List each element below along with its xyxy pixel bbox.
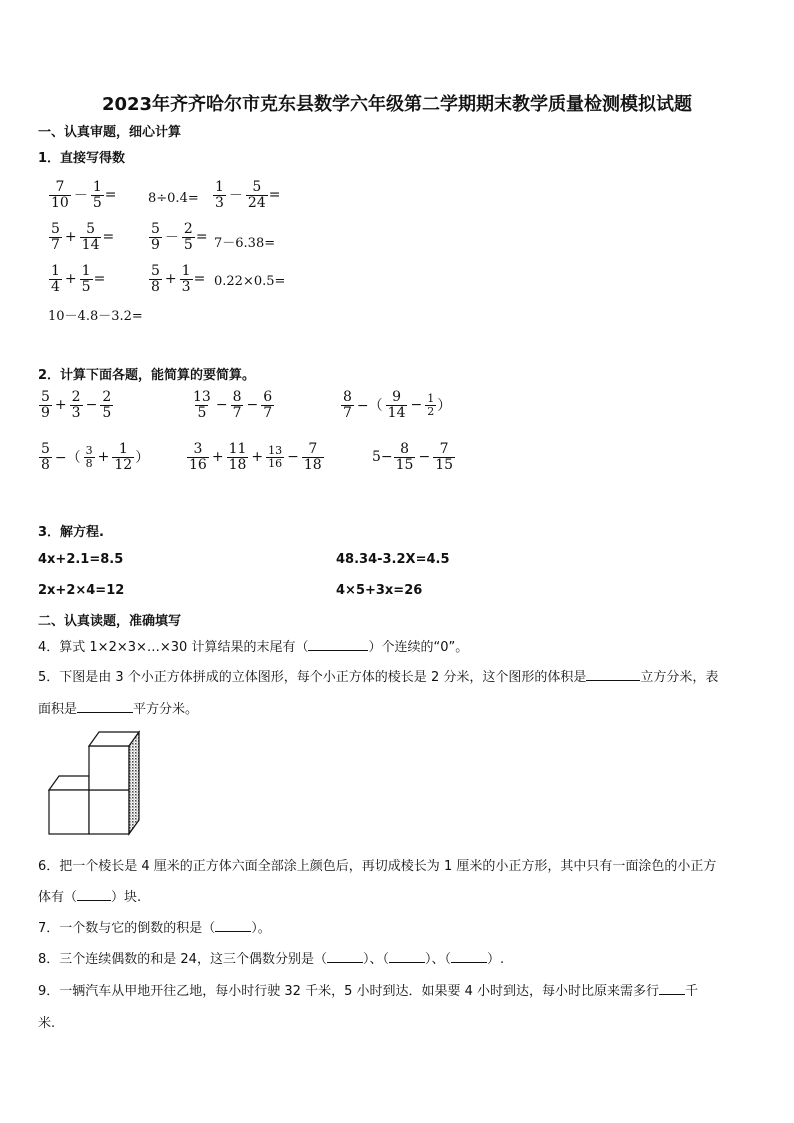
- q4-blank[interactable]: [308, 650, 368, 651]
- q1-item-e: $\frac{5}{9}$ － $\frac{2}{5}$ =: [151, 221, 208, 253]
- q8-blank-2[interactable]: [389, 962, 425, 963]
- q8-blank-3[interactable]: [451, 962, 487, 963]
- q6-line-2: 体有（ ）块.: [38, 890, 142, 905]
- q2-expr-6: 5− $\frac{8}{15}$ − $\frac{7}{15}$: [372, 441, 454, 473]
- cube-right-side: [129, 732, 139, 834]
- q5-blank-area[interactable]: [77, 712, 133, 713]
- q5-blank-volume[interactable]: [586, 680, 640, 681]
- q3-label: 3．解方程.: [38, 525, 104, 540]
- q9-line-1: 9．一辆汽车从甲地开往乙地，每小时行驶 32 千米，5 小时到达．如果要 4 小时到达，每小时比原来需多行 千: [38, 984, 699, 999]
- q6-line-1: 6．把一个棱长是 4 厘米的正方体六面全部涂上颜色后，再切成棱长为 1 厘米的小正方形，其中只有一面涂色的小正方: [38, 859, 717, 874]
- q5-line-1: 5．下图是由 3 个小正方体拼成的立体图形，每个小正方体的棱长是 2 分米，这个图形的体积是 立方分米，表: [38, 670, 719, 685]
- q1-item-g: $\frac{1}{4}$ + $\frac{1}{5}$ =: [51, 263, 106, 295]
- q8-blank-1[interactable]: [327, 962, 363, 963]
- q7: 7．一个数与它的倒数的积是（ ）。: [38, 921, 271, 936]
- q1-item-i: 0.22×0.5=: [214, 274, 286, 289]
- cube-figure: [45, 728, 145, 838]
- page-title: 2023年齐齐哈尔市克东县数学六年级第二学期期末教学质量检测模拟试题: [101, 94, 693, 115]
- q7-blank[interactable]: [215, 931, 251, 932]
- q1-item-h: $\frac{5}{8}$ + $\frac{1}{3}$ =: [151, 263, 206, 295]
- q1-item-j: 10－4.8－3.2=: [48, 309, 143, 324]
- q2-expr-1: $\frac{5}{9}$ + $\frac{2}{3}$ − $\frac{2}{5}$: [41, 389, 112, 421]
- section-2-heading: 二、认真读题，准确填写: [38, 614, 182, 629]
- q2-expr-3: $\frac{8}{7}$ −（ $\frac{9}{14}$ − $\frac{1}{2}$ ）: [343, 389, 452, 421]
- q3-equation-2: 48.34-3.2X=4.5: [336, 552, 450, 567]
- q5-line-2: 面积是 平方分米。: [38, 702, 199, 717]
- q3-equation-4: 4×5+3x=26: [336, 583, 423, 598]
- q1-label: 1．直接写得数: [38, 151, 126, 166]
- q2-expr-2: $\frac{13}{5}$ − $\frac{8}{7}$ − $\frac{6}{7}$: [193, 389, 273, 421]
- q1-item-a: $\frac{7}{10}$ － $\frac{1}{5}$ =: [51, 179, 117, 211]
- q1-item-f: 7－6.38=: [214, 236, 276, 251]
- q8: 8．三个连续偶数的和是 24，这三个偶数分别是（ ）、（ ）、（ ）.: [38, 952, 505, 967]
- cube-right-front: [89, 790, 129, 834]
- q4: 4．算式 1×2×3×…×30 计算结果的末尾有（ ）个连续的“0”。: [38, 640, 469, 655]
- cube-upper-front: [89, 746, 129, 790]
- q3-equation-1: 4x+2.1=8.5: [38, 552, 124, 567]
- q3-equation-3: 2x+2×4=12: [38, 583, 125, 598]
- q9-line-2: 米.: [38, 1016, 56, 1031]
- q1-item-b: 8÷0.4=: [148, 191, 199, 206]
- cube-left-top: [49, 776, 89, 790]
- q2-expr-4: $\frac{5}{8}$ −（ $\frac{3}{8}$ + $\frac{1}{12}$ ）: [41, 441, 150, 473]
- q6-blank[interactable]: [77, 900, 111, 901]
- section-1-heading: 一、认真审题，细心计算: [38, 125, 182, 140]
- cube-left-front: [49, 790, 89, 834]
- q2-label: 2．计算下面各题，能简算的要简算。: [38, 368, 256, 383]
- q1-item-c: $\frac{1}{3}$ － $\frac{5}{24}$ =: [215, 179, 281, 211]
- q1-item-d: $\frac{5}{7}$ + $\frac{5}{14}$ =: [51, 221, 115, 253]
- q9-blank[interactable]: [659, 994, 685, 995]
- q2-expr-5: $\frac{3}{16}$ + $\frac{11}{18}$ + $\frac{13}{16}$ − $\frac{7}{18}$: [189, 441, 322, 473]
